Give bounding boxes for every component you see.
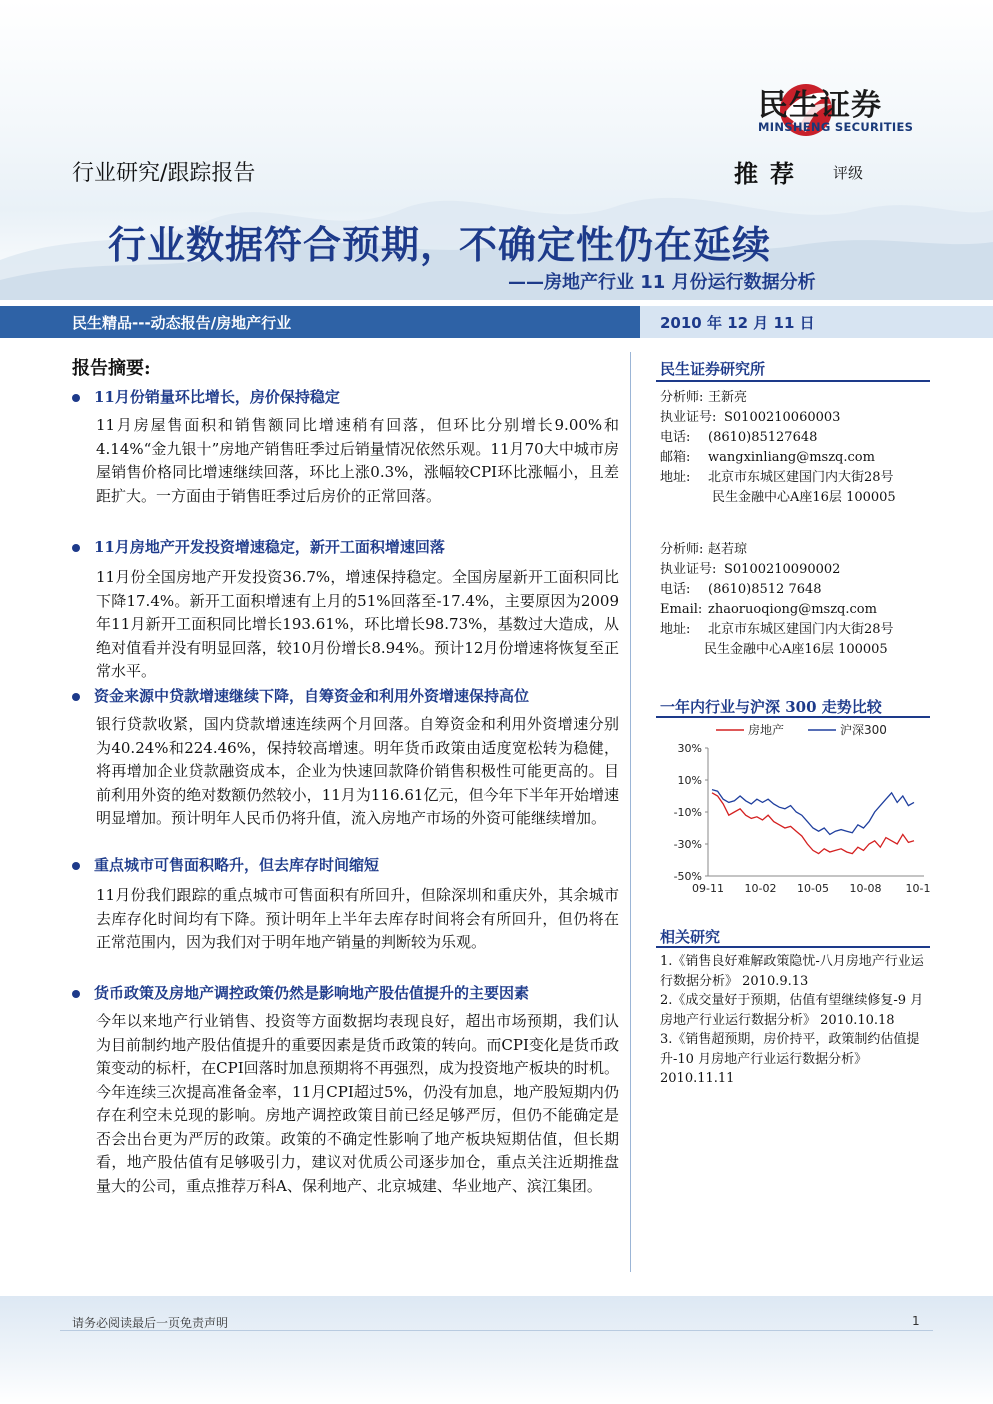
bullet-icon	[72, 544, 80, 552]
footer-background	[0, 1296, 993, 1404]
section-heading: 重点城市可售面积略升，但去库存时间缩短	[94, 856, 380, 874]
y-tick-label: 30%	[677, 742, 702, 755]
analyst-license: 执业证号: S0100210090002	[660, 562, 841, 577]
legend-label: 房地产	[748, 723, 785, 737]
analyst-address: 地址: 北京市东城区建国门内大街28号	[660, 622, 894, 637]
abstract-title: 报告摘要:	[72, 358, 151, 379]
analyst-license: 执业证号: S0100210060003	[660, 410, 841, 425]
section-body: 银行贷款收紧，国内贷款增速连续两个月回落。自筹资金和利用外资增速分别为40.24%和224.46%，保持较高增速。明年货币政策由适度宽松转为稳健，将再增加企业贷款融资成本，企业为快速回款降价销售积极性可能更高的。目前利用外资的绝对数额仍然较小，11月为116.61亿元，但今年下半年开始增速明显增加。预计明年人民币仍将升值，流入房地产市场的外资可能继续增加。	[96, 715, 619, 827]
section-body: 今年以来地产行业销售、投资等方面数据均表现良好，超出市场预期，我们认为目前制约地产股估值提升的重要因素是货币政策的转向。而CPI变化是货币政策变动的标杆，在CPI回落时加息预期将不再强烈，成为投资地产板块的时机。今年连续三次提高准备金率，11月CPI超过5%，仍没有加息，地产股短期内仍存在利空未兑现的影响。房地产调控政策目前已经足够严厉，但仍不能确定是否会出台更为严厉的政策。政策的不确定性影响了地产板块短期估值，但长期看，地产股估值有足够吸引力，建议对优质公司逐步加仓，重点关注近期推盘量大的公司，重点推荐万科A、保利地产、北京城建、华业地产、滨江集团。	[96, 1012, 619, 1195]
report-date: 2010 年 12 月 11 日	[660, 314, 815, 332]
trend-comparison-chart	[656, 720, 936, 906]
rating-label: 评级	[833, 164, 864, 182]
section-rule	[656, 716, 930, 718]
section-rule	[656, 946, 930, 948]
related-item[interactable]: 3.《销售超预期，房价持平，政策制约估值提升-10 月房地产行业运行数据分析》2010.11.11	[660, 1032, 920, 1086]
section-heading: 资金来源中贷款增速继续下降，自筹资金和利用外资增速保持高位	[94, 687, 530, 705]
section-body: 11月份全国房地产开发投资36.7%，增速保持稳定。全国房屋新开工面积同比下降17.4%。新开工面积增速有上月的51%回落至-17.4%，主要原因为2009年11月新开工面积同比增长193.61%，环比增长98.73%，基数过大造成，从绝对值看并没有明显回落，较10月份增长8.94%。预计12月份增速将恢复至正常水平。	[96, 568, 619, 680]
y-tick-label: 10%	[677, 774, 702, 787]
related-item[interactable]: 2.《成交量好于预期，估值有望继续修复-9 月房地产行业运行数据分析》 2010.10.18	[660, 993, 924, 1028]
bullet-icon	[72, 693, 80, 701]
report-type: 行业研究/跟踪报告	[72, 161, 256, 186]
analyst-phone: 电话: (8610)85127648	[660, 430, 818, 445]
related-title: 相关研究	[660, 928, 721, 946]
x-tick-label: 10-05	[797, 882, 829, 895]
x-tick-label: 09-11	[692, 882, 724, 895]
section-body: 11月份我们跟踪的重点城市可售面积有所回升，但除深圳和重庆外，其余城市去库存化时间均有下降。预计明年上半年去库存时间将会有所回升，但仍将在正常范围内，因为我们对于明年地产销量的判断较为乐观。	[96, 886, 619, 951]
institute-title: 民生证券研究所	[660, 360, 766, 378]
section-heading: 11月份销量环比增长，房价保持稳定	[94, 388, 340, 406]
y-tick-label: -50%	[673, 870, 702, 883]
x-tick-label: 10-08	[849, 882, 882, 895]
analyst-email[interactable]: Email: zhaoruoqiong@mszq.com	[660, 602, 877, 617]
section-heading: 货币政策及房地产调控政策仍然是影响地产股估值提升的主要因素	[94, 984, 530, 1002]
column-divider	[630, 352, 631, 1272]
page-number: 1	[912, 1314, 920, 1328]
analyst-address-line2: 民生金融中心A座16层 100005	[704, 642, 888, 657]
section-body: 11月房屋售面积和销售额同比增速稍有回落，但环比分别增长9.00%和4.14%“金九银十”房地产销售旺季过后销量情况依然乐观。11月70大中城市房屋销售价格同比增速继续回落，环比上涨0.3%，涨幅较CPI环比涨幅小，且差距扩大。一方面由于销售旺季过后房价的正常回落。	[96, 416, 619, 505]
analyst-name: 分析师: 赵若琼	[660, 542, 748, 557]
related-list	[660, 952, 925, 1089]
analyst-phone: 电话: (8610)8512 7648	[660, 582, 822, 597]
analyst-address: 地址: 北京市东城区建国门内大街28号	[660, 470, 894, 485]
bullet-icon	[72, 862, 80, 870]
analyst-email[interactable]: 邮箱: wangxinliang@mszq.com	[660, 450, 875, 465]
section-rule	[656, 380, 930, 382]
y-tick-label: -30%	[673, 838, 702, 851]
bullet-icon	[72, 990, 80, 998]
rating: 推荐	[734, 160, 806, 188]
analyst-address-line2: 民生金融中心A座16层 100005	[712, 490, 896, 505]
section-heading: 11月房地产开发投资增速稳定，新开工面积增速回落	[94, 538, 445, 556]
page-subtitle: ——房地产行业 11 月份运行数据分析	[508, 272, 816, 293]
report-category: 民生精品---动态报告/房地产行业	[72, 314, 292, 332]
x-tick-label: 10-02	[744, 882, 777, 895]
y-tick-label: -10%	[673, 806, 702, 819]
bullet-icon	[72, 394, 80, 402]
page-title: 行业数据符合预期，不确定性仍在延续	[108, 223, 772, 267]
analyst-name: 分析师: 王新亮	[660, 390, 748, 405]
related-item[interactable]: 1.《销售良好难解政策隐忧-八月房地产行业运行数据分析》 2010.9.13	[660, 954, 924, 989]
legend-label: 沪深300	[840, 723, 887, 737]
logo-name-cn: 民生证券	[758, 88, 882, 123]
x-tick-label: 10-1	[905, 882, 931, 895]
chart-title: 一年内行业与沪深 300 走势比较	[660, 698, 882, 716]
logo-name-en: MINSHENG SECURITIES	[758, 120, 914, 134]
disclaimer-note: 请务必阅读最后一页免责声明	[72, 1316, 229, 1330]
